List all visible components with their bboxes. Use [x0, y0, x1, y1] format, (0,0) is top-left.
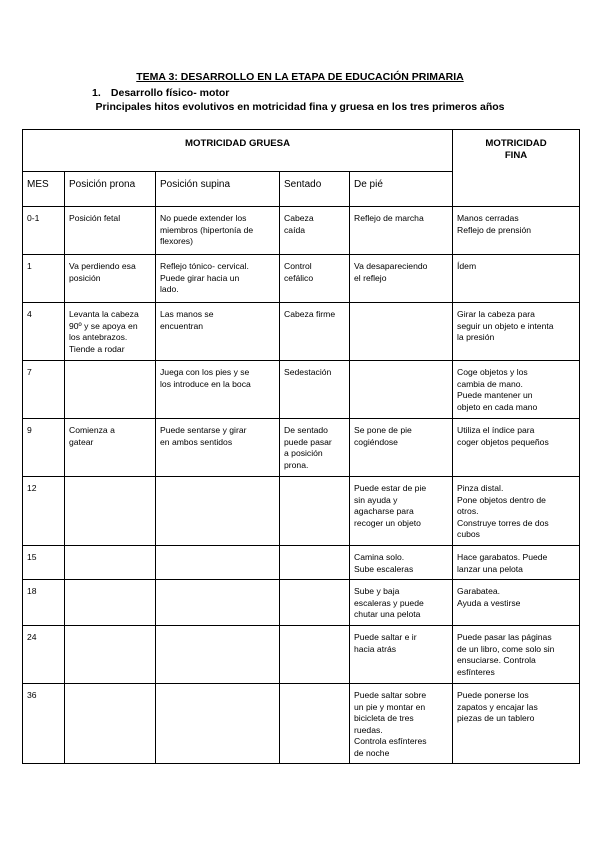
cell-mes: 7 [23, 361, 65, 419]
table-row [23, 303, 580, 361]
cell-fina: Pinza distal. Pone objetos dentro de otros. Construye torres de dos cubos [453, 477, 580, 546]
cell-depie [350, 361, 453, 419]
cell-sentado: Control cefálico [280, 255, 350, 303]
cell-mes: 15 [23, 546, 65, 580]
cell-supina: No puede extender los miembros (hipertonía de flexores) [156, 207, 280, 255]
cell-supina [156, 684, 280, 764]
table-row [23, 207, 580, 255]
cell-prona [65, 684, 156, 764]
section-heading [92, 87, 229, 99]
cell-mes: 1 [23, 255, 65, 303]
cell-sentado [280, 626, 350, 684]
cell-sentado [280, 684, 350, 764]
cell-mes: 0-1 [23, 207, 65, 255]
cell-sentado [280, 477, 350, 546]
cell-mes: 36 [23, 684, 65, 764]
header-motricidad-fina: MOTRICIDAD FINA [453, 130, 580, 207]
cell-depie: Puede saltar sobre un pie y montar en bicicleta de tres ruedas. Controla esfínteres de noche [350, 684, 453, 764]
table-row [23, 626, 580, 684]
column-header-depie: De pié [350, 172, 453, 207]
table-row [23, 546, 580, 580]
cell-mes: 9 [23, 419, 65, 477]
cell-prona: Comienza a gatear [65, 419, 156, 477]
cell-prona [65, 580, 156, 626]
cell-depie [350, 303, 453, 361]
cell-supina [156, 626, 280, 684]
cell-sentado: Cabeza firme [280, 303, 350, 361]
cell-prona [65, 477, 156, 546]
cell-sentado: De sentado puede pasar a posición prona. [280, 419, 350, 477]
table-row [23, 361, 580, 419]
cell-supina: Reflejo tónico- cervical. Puede girar hacia un lado. [156, 255, 280, 303]
cell-supina: Puede sentarse y girar en ambos sentidos [156, 419, 280, 477]
document-title: TEMA 3: DESARROLLO EN LA ETAPA DE EDUCACIÓN PRIMARIA [136, 71, 464, 83]
cell-supina: Las manos se encuentran [156, 303, 280, 361]
cell-sentado: Sedestación [280, 361, 350, 419]
cell-depie: Puede estar de pie sin ayuda y agacharse para recoger un objeto [350, 477, 453, 546]
cell-fina: Puede pasar las páginas de un libro, come solo sin ensuciarse. Controla esfínteres [453, 626, 580, 684]
milestones-table [22, 129, 580, 764]
table-row [23, 419, 580, 477]
cell-depie: Va desapareciendo el reflejo [350, 255, 453, 303]
column-header-sentado: Sentado [280, 172, 350, 207]
cell-prona: Levanta la cabeza 90º y se apoya en los antebrazos. Tiende a rodar [65, 303, 156, 361]
cell-depie: Puede saltar e ir hacia atrás [350, 626, 453, 684]
section-number: 1. [92, 87, 101, 99]
cell-prona [65, 361, 156, 419]
cell-depie: Camina solo. Sube escaleras [350, 546, 453, 580]
cell-prona [65, 626, 156, 684]
cell-fina: Coge objetos y los cambia de mano. Puede mantener un objeto en cada mano [453, 361, 580, 419]
column-header-mes: MES [23, 172, 65, 207]
cell-fina: Utiliza el índice para coger objetos pequeños [453, 419, 580, 477]
cell-supina [156, 546, 280, 580]
cell-mes: 12 [23, 477, 65, 546]
table-row [23, 255, 580, 303]
cell-fina: Girar la cabeza para seguir un objeto e intenta la presión [453, 303, 580, 361]
cell-sentado [280, 546, 350, 580]
cell-fina: Manos cerradas Reflejo de prensión [453, 207, 580, 255]
table-row [23, 684, 580, 764]
header-motricidad-gruesa: MOTRICIDAD GRUESA [23, 130, 453, 172]
cell-sentado: Cabeza caída [280, 207, 350, 255]
cell-supina [156, 580, 280, 626]
cell-depie: Se pone de pie cogiéndose [350, 419, 453, 477]
cell-supina: Juega con los pies y se los introduce en la boca [156, 361, 280, 419]
column-header-supina: Posición supina [156, 172, 280, 207]
cell-prona [65, 546, 156, 580]
table-caption: Principales hitos evolutivos en motricidad fina y gruesa en los tres primeros años [95, 101, 505, 113]
cell-fina: Garabatea. Ayuda a vestirse [453, 580, 580, 626]
column-header-prona: Posición prona [65, 172, 156, 207]
cell-depie: Sube y baja escaleras y puede chutar una pelota [350, 580, 453, 626]
cell-mes: 24 [23, 626, 65, 684]
cell-prona: Va perdiendo esa posición [65, 255, 156, 303]
cell-mes: 18 [23, 580, 65, 626]
table-row [23, 477, 580, 546]
cell-fina: Hace garabatos. Puede lanzar una pelota [453, 546, 580, 580]
table-row [23, 580, 580, 626]
section-title: Desarrollo físico- motor [110, 87, 230, 99]
cell-mes: 4 [23, 303, 65, 361]
cell-depie: Reflejo de marcha [350, 207, 453, 255]
cell-sentado [280, 580, 350, 626]
cell-fina: Ídem [453, 255, 580, 303]
cell-prona: Posición fetal [65, 207, 156, 255]
cell-supina [156, 477, 280, 546]
cell-fina: Puede ponerse los zapatos y encajar las piezas de un tablero [453, 684, 580, 764]
